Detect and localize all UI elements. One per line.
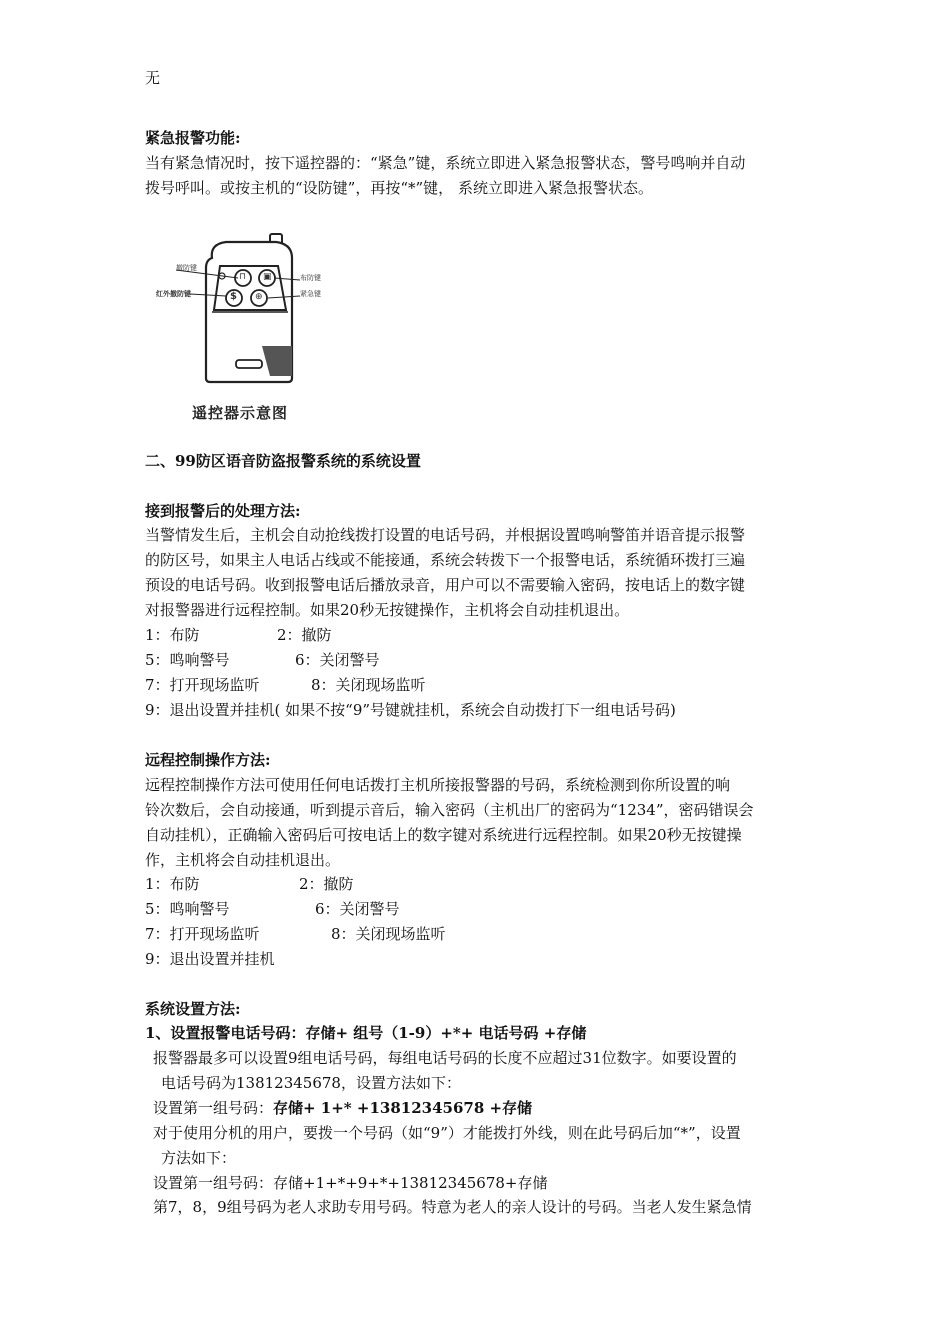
alarm-handling-line-3: 预设的电话号码。收到报警电话后播放录音，用户可以不需要输入密码，按电话上的数字键: [145, 576, 746, 594]
settings-line-2: 电话号码为13812345678，设置方法如下：: [161, 1074, 461, 1092]
settings-item-1: 1、设置报警电话号码：存储+ 组号（1-9）+*+ 电话号码 +存储: [145, 1024, 587, 1042]
menu-item: 7：打开现场监听: [145, 925, 260, 943]
figure-caption: 遥控器示意图: [192, 404, 289, 422]
menu-item: 7：打开现场监听: [145, 676, 260, 694]
remote-control-drawing: [150, 228, 340, 398]
menu-item: 1：布防: [145, 875, 200, 893]
remote-control-line-2: 铃次数后，会自动接通，听到提示音后，输入密码（主机出厂的密码为“1234”，密码错误会: [145, 801, 754, 819]
dollar-icon: $: [230, 291, 237, 302]
section-2-heading: 二、99防区语音防盗报警系统的系统设置: [145, 452, 421, 470]
remote-control-line-4: 作，主机将会自动挂机退出。: [145, 851, 341, 869]
infrared-disarm-key-label: 红外撤防键: [156, 290, 191, 298]
lock-icon: ▣: [263, 272, 272, 282]
example-label: 设置第一组号码：: [153, 1174, 274, 1192]
example-label: 设置第一组号码：: [153, 1099, 274, 1117]
remote-control-line-1: 远程控制操作方法可使用任何电话拨打主机所接报警器的号码，系统检测到你所设置的响: [145, 776, 731, 794]
menu-row: 9：退出设置并挂机: [145, 950, 275, 968]
menu-row: [145, 872, 354, 896]
menu-item: 8：关闭现场监听: [331, 925, 446, 943]
settings-example-1: [153, 1096, 532, 1120]
menu-item: 1：布防: [145, 626, 200, 644]
menu-row: [145, 922, 446, 946]
system-settings-title: 系统设置方法:: [145, 1000, 241, 1018]
emergency-key-label: 紧急键: [300, 290, 321, 298]
menu-row: [145, 623, 332, 647]
emergency-alarm-line-2: 拨号呼叫。或按主机的“设防键”，再按“*”键， 系统立即进入紧急报警状态。: [145, 179, 653, 197]
menu-row: [145, 673, 426, 697]
menu-item: 2：撤防: [277, 626, 332, 644]
menu-row: 9：退出设置并挂机( 如果不按“9”号键就挂机，系统会自动拨打下一组电话号码): [145, 701, 676, 719]
menu-item: 2：撤防: [299, 875, 354, 893]
unlock-icon: ⊓: [239, 272, 247, 282]
menu-item: 6：关闭警号: [295, 651, 380, 669]
disarm-key-label: 撤防键: [176, 264, 197, 272]
emergency-alarm-line-1: 当有紧急情况时，按下遥控器的：“紧急”键，系统立即进入紧急报警状态，警号鸣响并自动: [145, 154, 746, 172]
example-value: 存储+1+*+9+*+13812345678+存储: [273, 1174, 548, 1192]
example-value: 存储+ 1+* +13812345678 +存储: [273, 1099, 533, 1117]
menu-item: 8：关闭现场监听: [311, 676, 426, 694]
alarm-icon: ⊕: [255, 292, 263, 302]
remote-control-line-3: 自动挂机），正确输入密码后可按电话上的数字键对系统进行远程控制。如果20秒无按键操: [145, 826, 742, 844]
remote-control-figure: [150, 228, 340, 424]
settings-line-4: 方法如下：: [161, 1149, 237, 1167]
top-text: 无: [145, 69, 161, 87]
settings-line-3: 对于使用分机的用户，要拨一个号码（如“9”）才能拨打外线，则在此号码后加“*”，设置: [153, 1124, 741, 1142]
menu-item: 5：鸣响警号: [145, 900, 230, 918]
emergency-alarm-title: 紧急报警功能:: [145, 129, 241, 147]
remote-control-title: 远程控制操作方法:: [145, 751, 271, 769]
menu-item: 6：关闭警号: [315, 900, 400, 918]
menu-row: [145, 648, 380, 672]
alarm-handling-line-2: 的防区号，如果主人电话占线或不能接通，系统会转拨下一个报警电话，系统循环拨打三遍: [145, 551, 746, 569]
alarm-handling-title: 接到报警后的处理方法:: [145, 502, 301, 520]
settings-line-1: 报警器最多可以设置9组电话号码，每组电话号码的长度不应超过31位数字。如要设置的: [153, 1049, 737, 1067]
arm-key-label: 布防键: [300, 274, 321, 282]
settings-example-2: [153, 1171, 548, 1195]
alarm-handling-line-1: 当警情发生后，主机会自动抢线拨打设置的电话号码，并根据设置鸣响警笛并语音提示报警: [145, 526, 746, 544]
menu-item: 5：鸣响警号: [145, 651, 230, 669]
menu-row: [145, 897, 400, 921]
alarm-handling-line-4: 对报警器进行远程控制。如果20秒无按键操作，主机将会自动挂机退出。: [145, 601, 630, 619]
settings-line-5: 第7，8，9组号码为老人求助专用号码。特意为老人的亲人设计的号码。当老人发生紧急情: [153, 1198, 752, 1216]
